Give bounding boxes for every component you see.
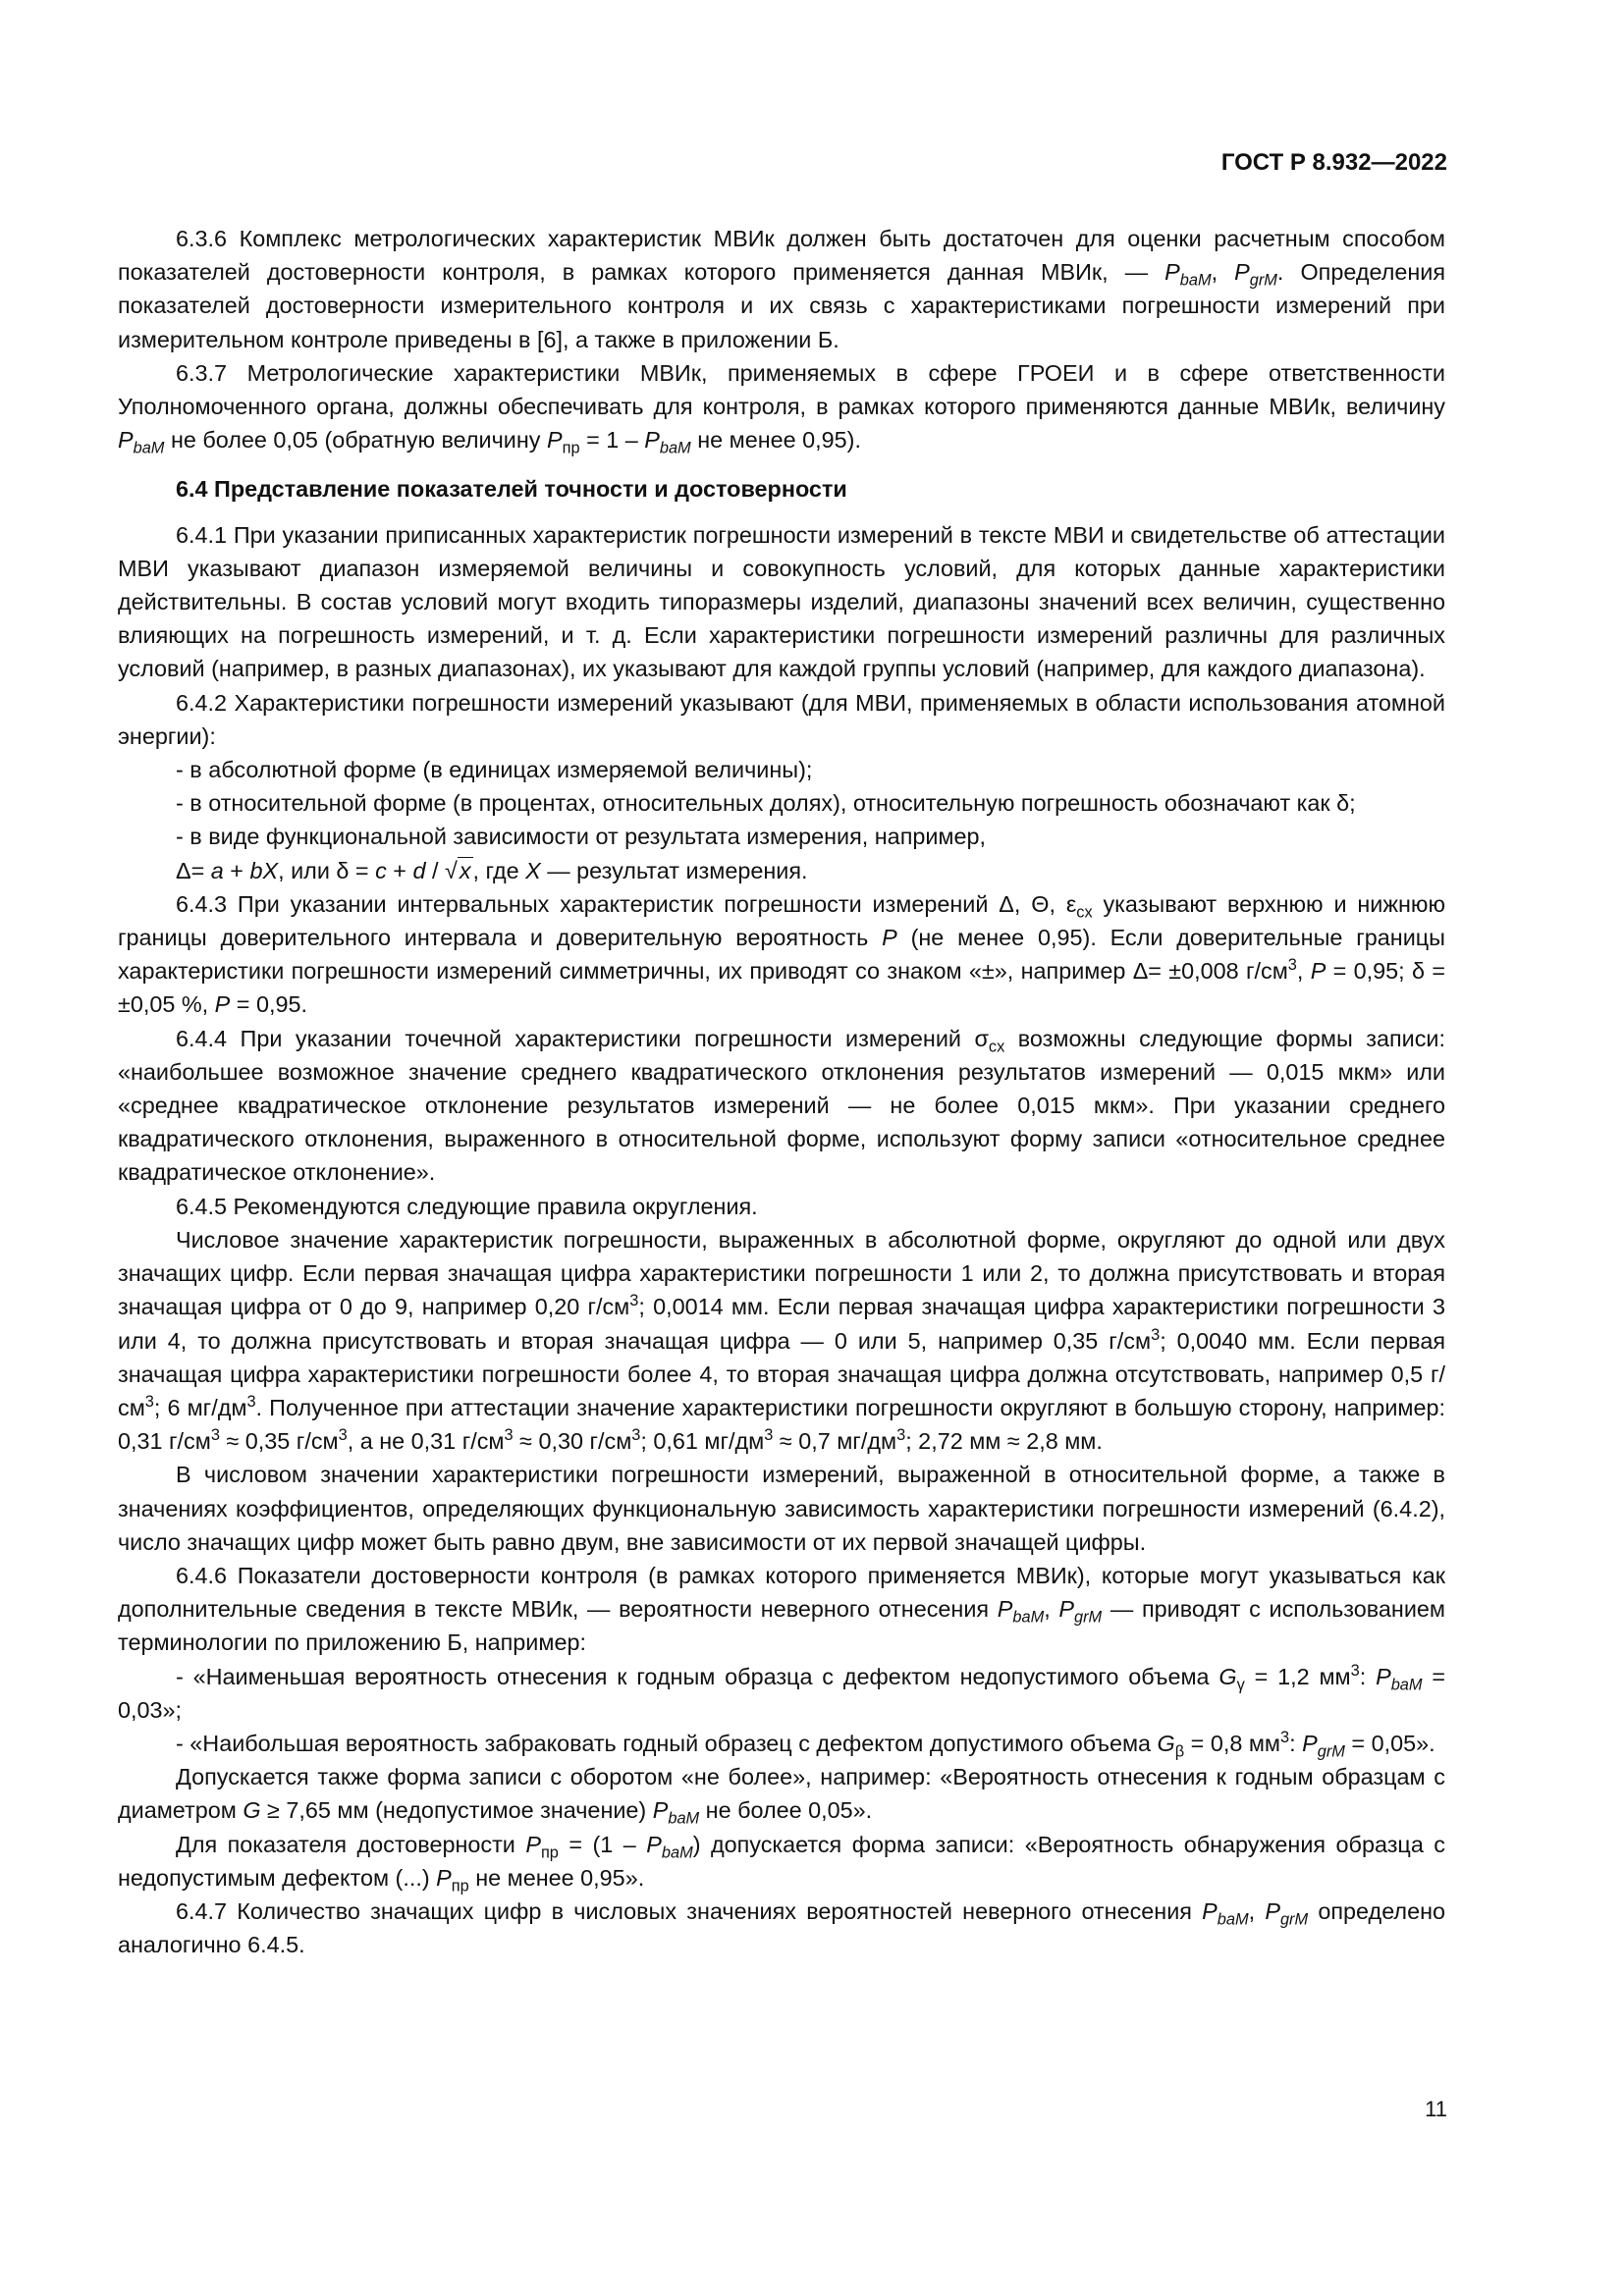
document-header: ГОСТ Р 8.932—2022	[1220, 149, 1447, 176]
list-item: - в относительной форме (в процентах, относительных долях), относительную погрешность обозначают как δ;	[176, 790, 1356, 817]
page-content	[118, 222, 1445, 1961]
list-item: - в абсолютной форме (в единицах измеряемой величины);	[176, 757, 813, 783]
paragraph-6-4-6: 6.4.6 Показатели достоверности контроля (в рамках которого применяется МВИк), которые могут указываться как дополнительные сведения в тексте МВИк, — вероятности неверного отнесения $P_{baM}$, $P_{grM}$ — приводят с использованием терминологии по приложению Б, например:	[118, 1562, 1445, 1656]
paragraph-6-4-1: 6.4.1 При указании приписанных характеристик погрешности измерений в тексте МВИ и свидетельстве об аттестации МВИ указывают диапазон измеряемой величины и совокупность условий, для которых данные характеристики действительны. В состав условий могут входить типоразмеры изделий, диапазоны значений всех величин, существенно влияющих на погрешность измерений, и т. д. Если характеристики погрешности измерений различны для различных условий (например, в разных диапазонах), их указывают для каждой группы условий (например, для каждого диапазона).	[118, 521, 1445, 682]
paragraph-6-4-2: 6.4.2 Характеристики погрешности измерений указывают (для МВИ, применяемых в области использования атомной энергии):	[118, 689, 1445, 749]
allowed-form-paragraph: Допускается также форма записи с оборотом «не более», например: «Вероятность отнесения к годным образцам с диаметром G ≥ 7,65 мм (недопустимое значение) $P_{baM}$ не более 0,05».	[118, 1764, 1445, 1829]
paragraph-6-4-7: 6.4.7 Количество значащих цифр в числовых значениях вероятностей неверного отнесения $P_{baM}$, $P_{grM}$ определено аналогично 6.4.5.	[118, 1897, 1446, 1958]
formula-line: Δ= a + bX, или δ = c + d / √x, где X — результат измерения.	[176, 857, 808, 883]
paragraph-6-4-3: 6.4.3 При указании интервальных характеристик погрешности измерений Δ, Θ, $\varepsilon_{сх}$ указывают верхнюю и нижнюю границы доверительного интервала и доверительную вероятность P (не менее 0,95). Если доверительные границы характеристики погрешности измерений симметричны, их приводят со знаком «±», например Δ= ±0,008 $г/см^3$, P = 0,95; δ = ±0,05 %, P = 0,95.	[118, 890, 1446, 1018]
page-number: 11	[1425, 2097, 1447, 2121]
list-item: - в виде функциональной зависимости от результата измерения, например,	[176, 824, 987, 850]
paragraph-6-3-6: 6.3.6 Комплекс метрологических характеристик МВИк должен быть достаточен для оценки расчетным способом показателей достоверности контроля, в рамках которого применяется данная МВИк, — $P_{baM}$, $P_{grM}$. Определения показателей достоверности измерительного контроля и их связь с характеристиками погрешности измерений при измерительном контроле приведены в [6], а также в приложении Б.	[118, 226, 1446, 352]
relative-form-paragraph: В числовом значении характеристики погрешности измерений, выраженной в относительной форме, а также в значениях коэффициентов, определяющих функциональную зависимость характеристики погрешности измерений (6.4.2), число значащих цифр может быть равно двум, вне зависимости от их первой значащей цифры.	[118, 1462, 1445, 1555]
paragraph-6-4-5: 6.4.5 Рекомендуются следующие правила округления.	[176, 1193, 758, 1219]
section-heading-6-4: 6.4 Представление показателей точности и достоверности	[176, 476, 847, 503]
rounding-rules-paragraph: Числовое значение характеристик погрешности, выраженных в абсолютной форме, округляют до одной или двух значащих цифр. Если первая значащая цифра характеристики погрешности 1 или 2, то должна присутствовать и вторая значащая цифра от 0 до 9, например 0,20 $г/см^3$; 0,0014 мм. Если первая значащая цифра характеристики погрешности 3 или 4, то должна присутствовать и вторая значащая цифра — 0 или 5, например 0,35 $г/см^3$; 0,0040 мм. Если первая значащая цифра характеристики погрешности более 4, то вторая значащая цифра должна отсутствовать, например 0,5 $г/см^3$; 6 $мг/дм^3$. Полученное при аттестации значение характеристики погрешности округляют в большую сторону, например: 0,31 $г/см^3 \approx 0,35$ $г/см^3$, а не 0,31 $г/см^3 \approx 0,30$ $г/см^3$; 0,61 $мг/дм^3 \approx 0,7$ $мг/дм^3$; 2,72 мм ≈ 2,8 мм.	[118, 1226, 1445, 1455]
paragraph-6-3-7: 6.3.7 Метрологические характеристики МВИк, применяемых в сфере ГРОЕИ и в сфере ответственности Уполномоченного органа, должны обеспечивать для контроля, в рамках которого применяются данные МВИк, величину $P_{baM}$ не более 0,05 (обратную величину $P_{пр} = 1 - P_{baM}$ не менее 0,95).	[118, 359, 1445, 457]
paragraph-6-4-4: 6.4.4 При указании точечной характеристики погрешности измерений $\sigma_{сх}$ возможны следующие формы записи: «наибольшее возможное значение среднего квадратического отклонения результатов измерений — 0,015 мкм» или «среднее квадратическое отклонение результатов измерений — не более 0,015 мкм». При указании среднего квадратического отклонения, выраженного в относительной форме, используют форму записи «относительное среднее квадратическое отклонение».	[118, 1025, 1445, 1186]
example-item: - «Наименьшая вероятность отнесения к годным образца с дефектом недопустимого объема $G_\gamma = 1,2$ $мм^3$: $P_{baM} = 0,03$»;	[118, 1661, 1446, 1723]
example-item: - «Наибольшая вероятность забраковать годный образец с дефектом допустимого объема $G_\beta = 0,8$ $мм^3$: $P_{grM} = 0,05$».	[176, 1729, 1435, 1761]
reliability-form-paragraph: Для показателя достоверности $P_{пр} = (1 - P_{baM})$ допускается форма записи: «Вероятность обнаружения образца с недопустимым дефектом (...) $P_{пр}$ не менее 0,95».	[118, 1831, 1445, 1896]
